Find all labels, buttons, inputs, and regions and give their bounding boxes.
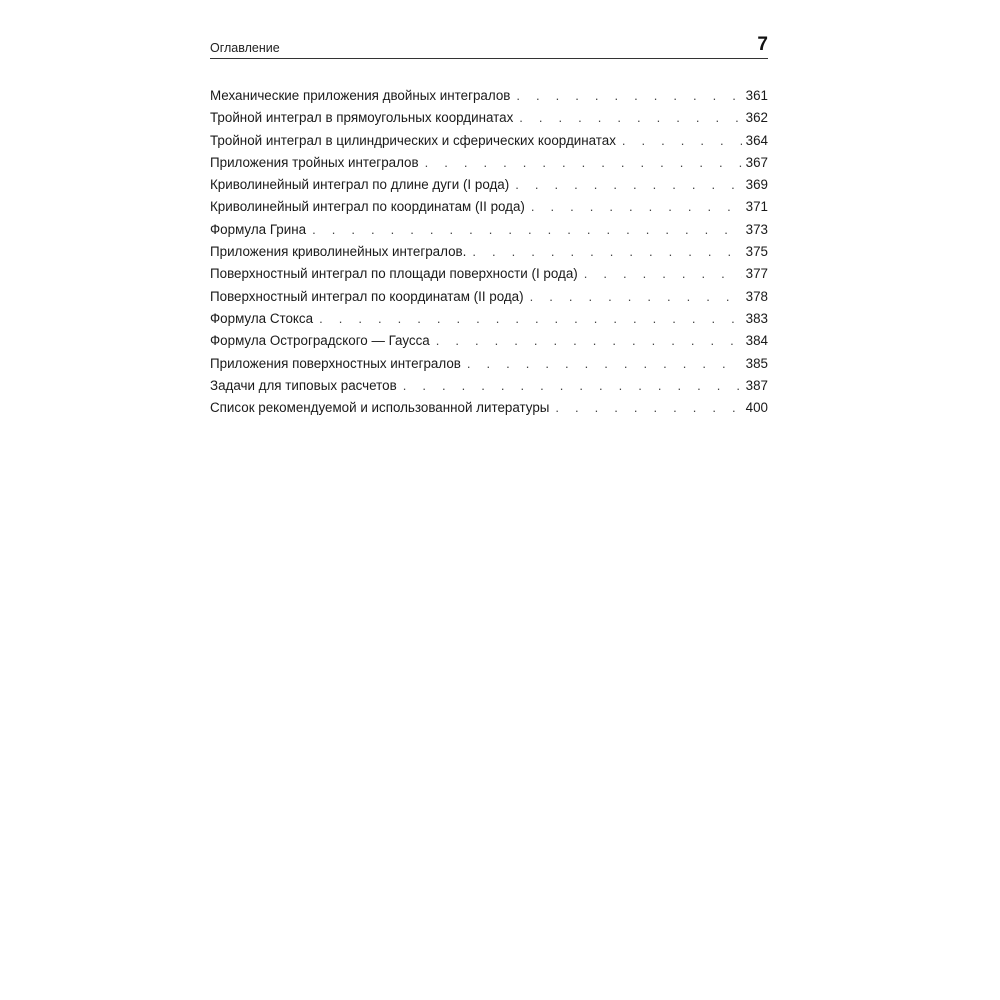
toc-entry-title: Механические приложения двойных интегралов xyxy=(210,88,511,103)
toc-entry xyxy=(210,196,768,218)
toc-entry-title: Задачи для типовых расчетов xyxy=(210,377,397,393)
toc-entry-page: 361 xyxy=(745,88,768,103)
toc-entry-page: 400 xyxy=(745,400,768,416)
toc-entry-title: Приложения криволинейных интегралов. xyxy=(210,244,467,260)
toc-entry-title: Приложения поверхностных интегралов xyxy=(210,355,461,371)
dot-leader xyxy=(312,219,742,241)
toc-entry-page: 387 xyxy=(745,377,768,393)
toc-entry-page: 378 xyxy=(745,288,768,304)
toc-entry xyxy=(210,308,768,330)
toc-entry xyxy=(210,130,768,152)
table-of-contents xyxy=(210,85,768,419)
toc-entry-title: Формула Остроградского — Гаусса xyxy=(210,333,430,349)
toc-entry-title: Поверхностный интеграл по площади поверхности (I рода) xyxy=(210,266,578,282)
toc-entry-page: 369 xyxy=(745,177,768,193)
toc-entry-page: 373 xyxy=(745,221,768,237)
toc-entry xyxy=(210,286,768,308)
toc-entry xyxy=(210,241,768,263)
toc-entry-page: 367 xyxy=(745,154,768,170)
toc-entry-title: Криволинейный интеграл по длине дуги (I рода) xyxy=(210,177,510,193)
toc-entry xyxy=(210,375,768,397)
dot-leader xyxy=(531,196,742,218)
dot-leader xyxy=(472,241,741,263)
dot-leader xyxy=(584,263,742,285)
toc-entry xyxy=(210,107,768,129)
toc-entry-title: Приложения тройных интегралов xyxy=(210,154,419,170)
toc-entry-page: 371 xyxy=(745,199,768,215)
toc-entry-title: Список рекомендуемой и использованной литературы xyxy=(210,400,550,416)
dot-leader xyxy=(425,152,742,174)
toc-entry-page: 383 xyxy=(745,310,768,326)
running-head: Оглавление xyxy=(210,41,280,55)
dot-leader xyxy=(516,85,741,107)
toc-entry-title: Тройной интеграл в цилиндрических и сферических координатах xyxy=(210,132,616,148)
toc-entry-title: Формула Грина xyxy=(210,221,307,237)
dot-leader xyxy=(555,397,741,419)
dot-leader xyxy=(319,308,742,330)
toc-entry-page: 375 xyxy=(745,244,768,260)
toc-entry xyxy=(210,152,768,174)
toc-entry-page: 377 xyxy=(745,266,768,282)
toc-entry-page: 364 xyxy=(745,132,768,148)
toc-entry xyxy=(210,397,768,419)
dot-leader xyxy=(519,107,741,129)
toc-entry-title: Тройной интеграл в прямоугольных координатах xyxy=(210,110,514,126)
page-header xyxy=(210,30,768,59)
toc-entry-title: Поверхностный интеграл по координатам (II рода) xyxy=(210,288,524,304)
dot-leader xyxy=(530,286,742,308)
dot-leader xyxy=(622,130,742,152)
dot-leader xyxy=(515,174,741,196)
toc-entry-title: Формула Стокса xyxy=(210,310,314,326)
toc-entry-page: 384 xyxy=(745,333,768,349)
toc-entry xyxy=(210,263,768,285)
toc-entry-page: 385 xyxy=(745,355,768,371)
toc-entry xyxy=(210,330,768,352)
page-number: 7 xyxy=(757,34,768,55)
toc-entry-title: Криволинейный интеграл по координатам (II рода) xyxy=(210,199,525,215)
toc-entry xyxy=(210,174,768,196)
toc-entry xyxy=(210,85,768,107)
toc-entry xyxy=(210,219,768,241)
dot-leader xyxy=(436,330,742,352)
dot-leader xyxy=(467,353,742,375)
toc-entry xyxy=(210,353,768,375)
toc-entry-page: 362 xyxy=(745,110,768,126)
dot-leader xyxy=(403,375,742,397)
